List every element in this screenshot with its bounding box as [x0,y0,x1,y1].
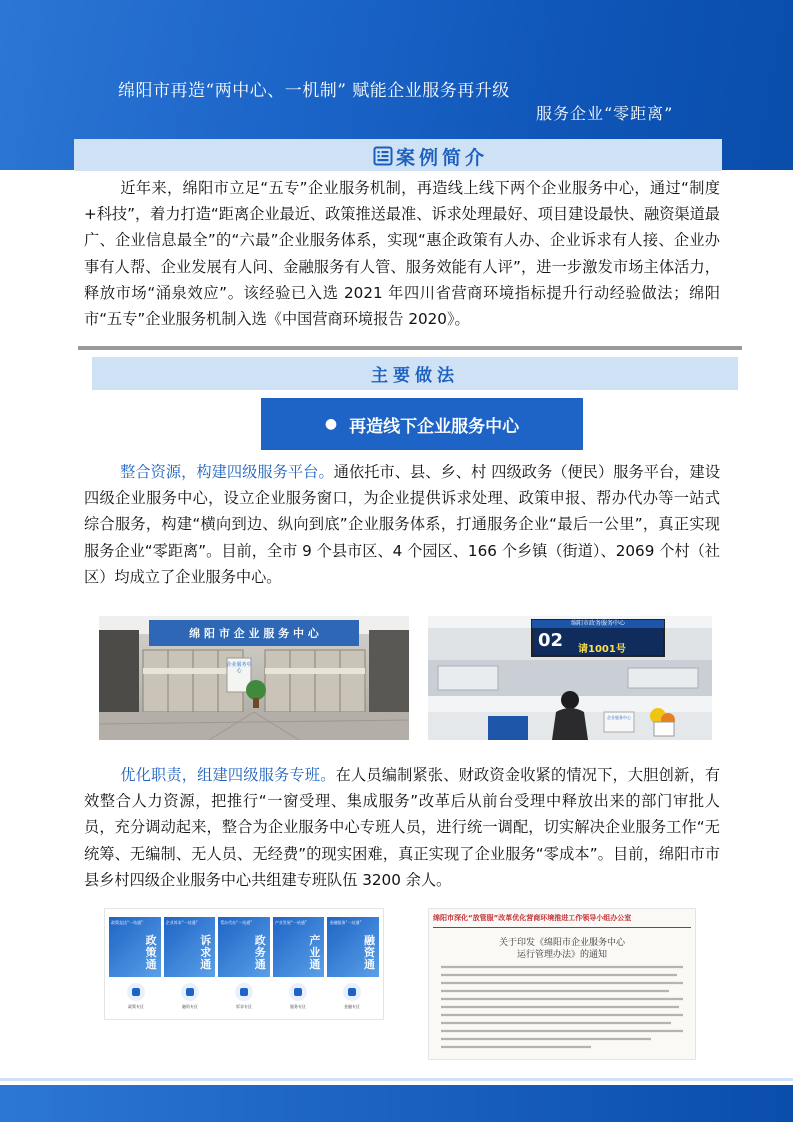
footer-band [0,1085,793,1122]
app-card-big: 融资通 [363,934,375,971]
app-icon-item [224,983,264,1015]
app-menu-icon [343,983,361,1001]
app-card-row [109,917,379,977]
app-menu-icon [235,983,253,1001]
document-list-icon [373,146,393,166]
case-section-label: 案例简介 [396,146,489,169]
window-number: 02 [538,630,564,651]
case-paragraph-text: 近年来，绵阳市立足“五专”企业服务机制，再造线上线下两个企业服务中心，通过“制度+科技”，着力打造“距离企业最近、政策推送最准、诉求处理最好、项目建设最快、融资渠道最广、企业信息最全”的“六最”企业服务体系，实现“惠企政策有人办、企业诉求有人接、企业办事有人帮、企业发展有人问、金融服务有人管、服务效能有人评”，进一步激发市场主体活力，释放市场“涌泉效应”。该经验已入选 2021 年四川省营商环境指标提升行动经验做法；绵阳市“五专”企业服务机制入选《中国营商环境报告 2020》。 [84,179,720,329]
app-icon-row [109,983,379,1015]
app-card-big: 产业通 [309,934,321,971]
app-card [327,917,379,977]
block2-body: 在人员编制紧张、财政资金收紧的情况下，大胆创新，有效整合人力资源，把推行“一窗受理、集成服务”改革后从前台受理中释放出来的部门审批人员，充分调动起来，整合为企业服务中心专班人员，进行统一调配，切实解决企业服务工作“无统筹、无编制、无人员、无经费”的现实困难，真正实现了企业服务“零成本”。目前，绵阳市市县乡村四级企业服务中心共组建专班队伍 3200 余人。 [84,766,721,889]
window-desk-sign: 企业服务中心 [607,715,631,720]
app-card-top: 帮办代办“一站通” [220,920,253,925]
entrance-sign-text: 绵 阳 市 企 业 服 务 中 心 [189,627,319,640]
block2-paragraph [84,762,720,893]
app-icon-item [332,983,372,1015]
app-menu-icon [289,983,307,1001]
app-icon-item [278,983,318,1015]
entrance-board-text: 企业服务中心 [226,662,252,674]
subsection-title: 再造线下企业服务中心 [349,416,520,437]
block2-lead: 优化职责，组建四级服务专班。 [120,766,336,784]
app-card [109,917,161,977]
document-header: 绵阳市深化“放管服”改革优化营商环境推进工作领导小组办公室 [433,914,632,922]
window-call-text: 请1001号 [578,644,626,655]
app-icon-label: 诉求专区 [236,1004,252,1009]
window-screen-top: 绵阳市政务服务中心 [570,620,625,627]
service-window-image [428,616,712,740]
block1-body: 通依托市、县、乡、村 四级政务（便民）服务平台，建设四级企业服务中心，设立企业服务窗口，为企业提供诉求处理、政策申报、帮办代办等一站式综合服务，构建“横向到边、纵向到底”企业服务体系，打通服务企业“最后一公里”，真正实现服务企业“零距离”。目前，全市 9 个县市区、4 个园区、166 个乡镇（街道）、2069 个村（社区）均成立了企业服务中心。 [84,463,721,586]
app-card [218,917,270,977]
document-title-line2: 运行管理办法》的通知 [516,950,607,960]
app-menu-icon [127,983,145,1001]
app-card-top: 政策直达“一站通” [111,920,144,925]
app-card [164,917,216,977]
page-subtitle: 服务企业“零距离” [536,104,674,123]
case-paragraph [84,175,720,332]
app-card-big: 政务通 [254,934,266,971]
app-icon-item [170,983,210,1015]
block1-paragraph [84,459,720,590]
section-divider [78,346,742,350]
app-icon-label: 政策专区 [128,1004,144,1009]
footer-accent-line [0,1078,793,1081]
document-red-line [433,927,691,928]
case-section-title [373,143,488,169]
app-card [273,917,325,977]
document-body-lines [441,963,683,1053]
app-icon-label: 融资专区 [182,1004,198,1009]
app-card-top: 金融服务“一站通” [329,920,362,925]
app-icon-label: 服务专区 [290,1004,306,1009]
bullet-icon: ● [324,416,338,432]
app-menu-icon [181,983,199,1001]
page-title: 绵阳市再造“两中心、一机制” 赋能企业服务再升级 [118,81,510,101]
document-screenshot [428,908,696,1060]
photo-service-center-entrance [99,616,409,740]
app-screenshot [104,908,384,1020]
document-title-line1: 关于印发《绵阳市企业服务中心 [498,938,625,948]
app-card-big: 政策通 [145,934,157,971]
app-card-top: 企业诉求“一站通” [165,920,198,925]
block1-lead: 整合资源，构建四级服务平台。 [120,463,334,481]
app-card-big: 诉求通 [200,934,212,971]
app-icon-item [116,983,156,1015]
app-icon-label: 金融专区 [344,1004,360,1009]
subsection-header [261,398,583,450]
photo-service-window [428,616,712,740]
main-section-title: 主要做法 [371,366,459,386]
app-card-top: 产业发展“一站通” [274,920,307,925]
